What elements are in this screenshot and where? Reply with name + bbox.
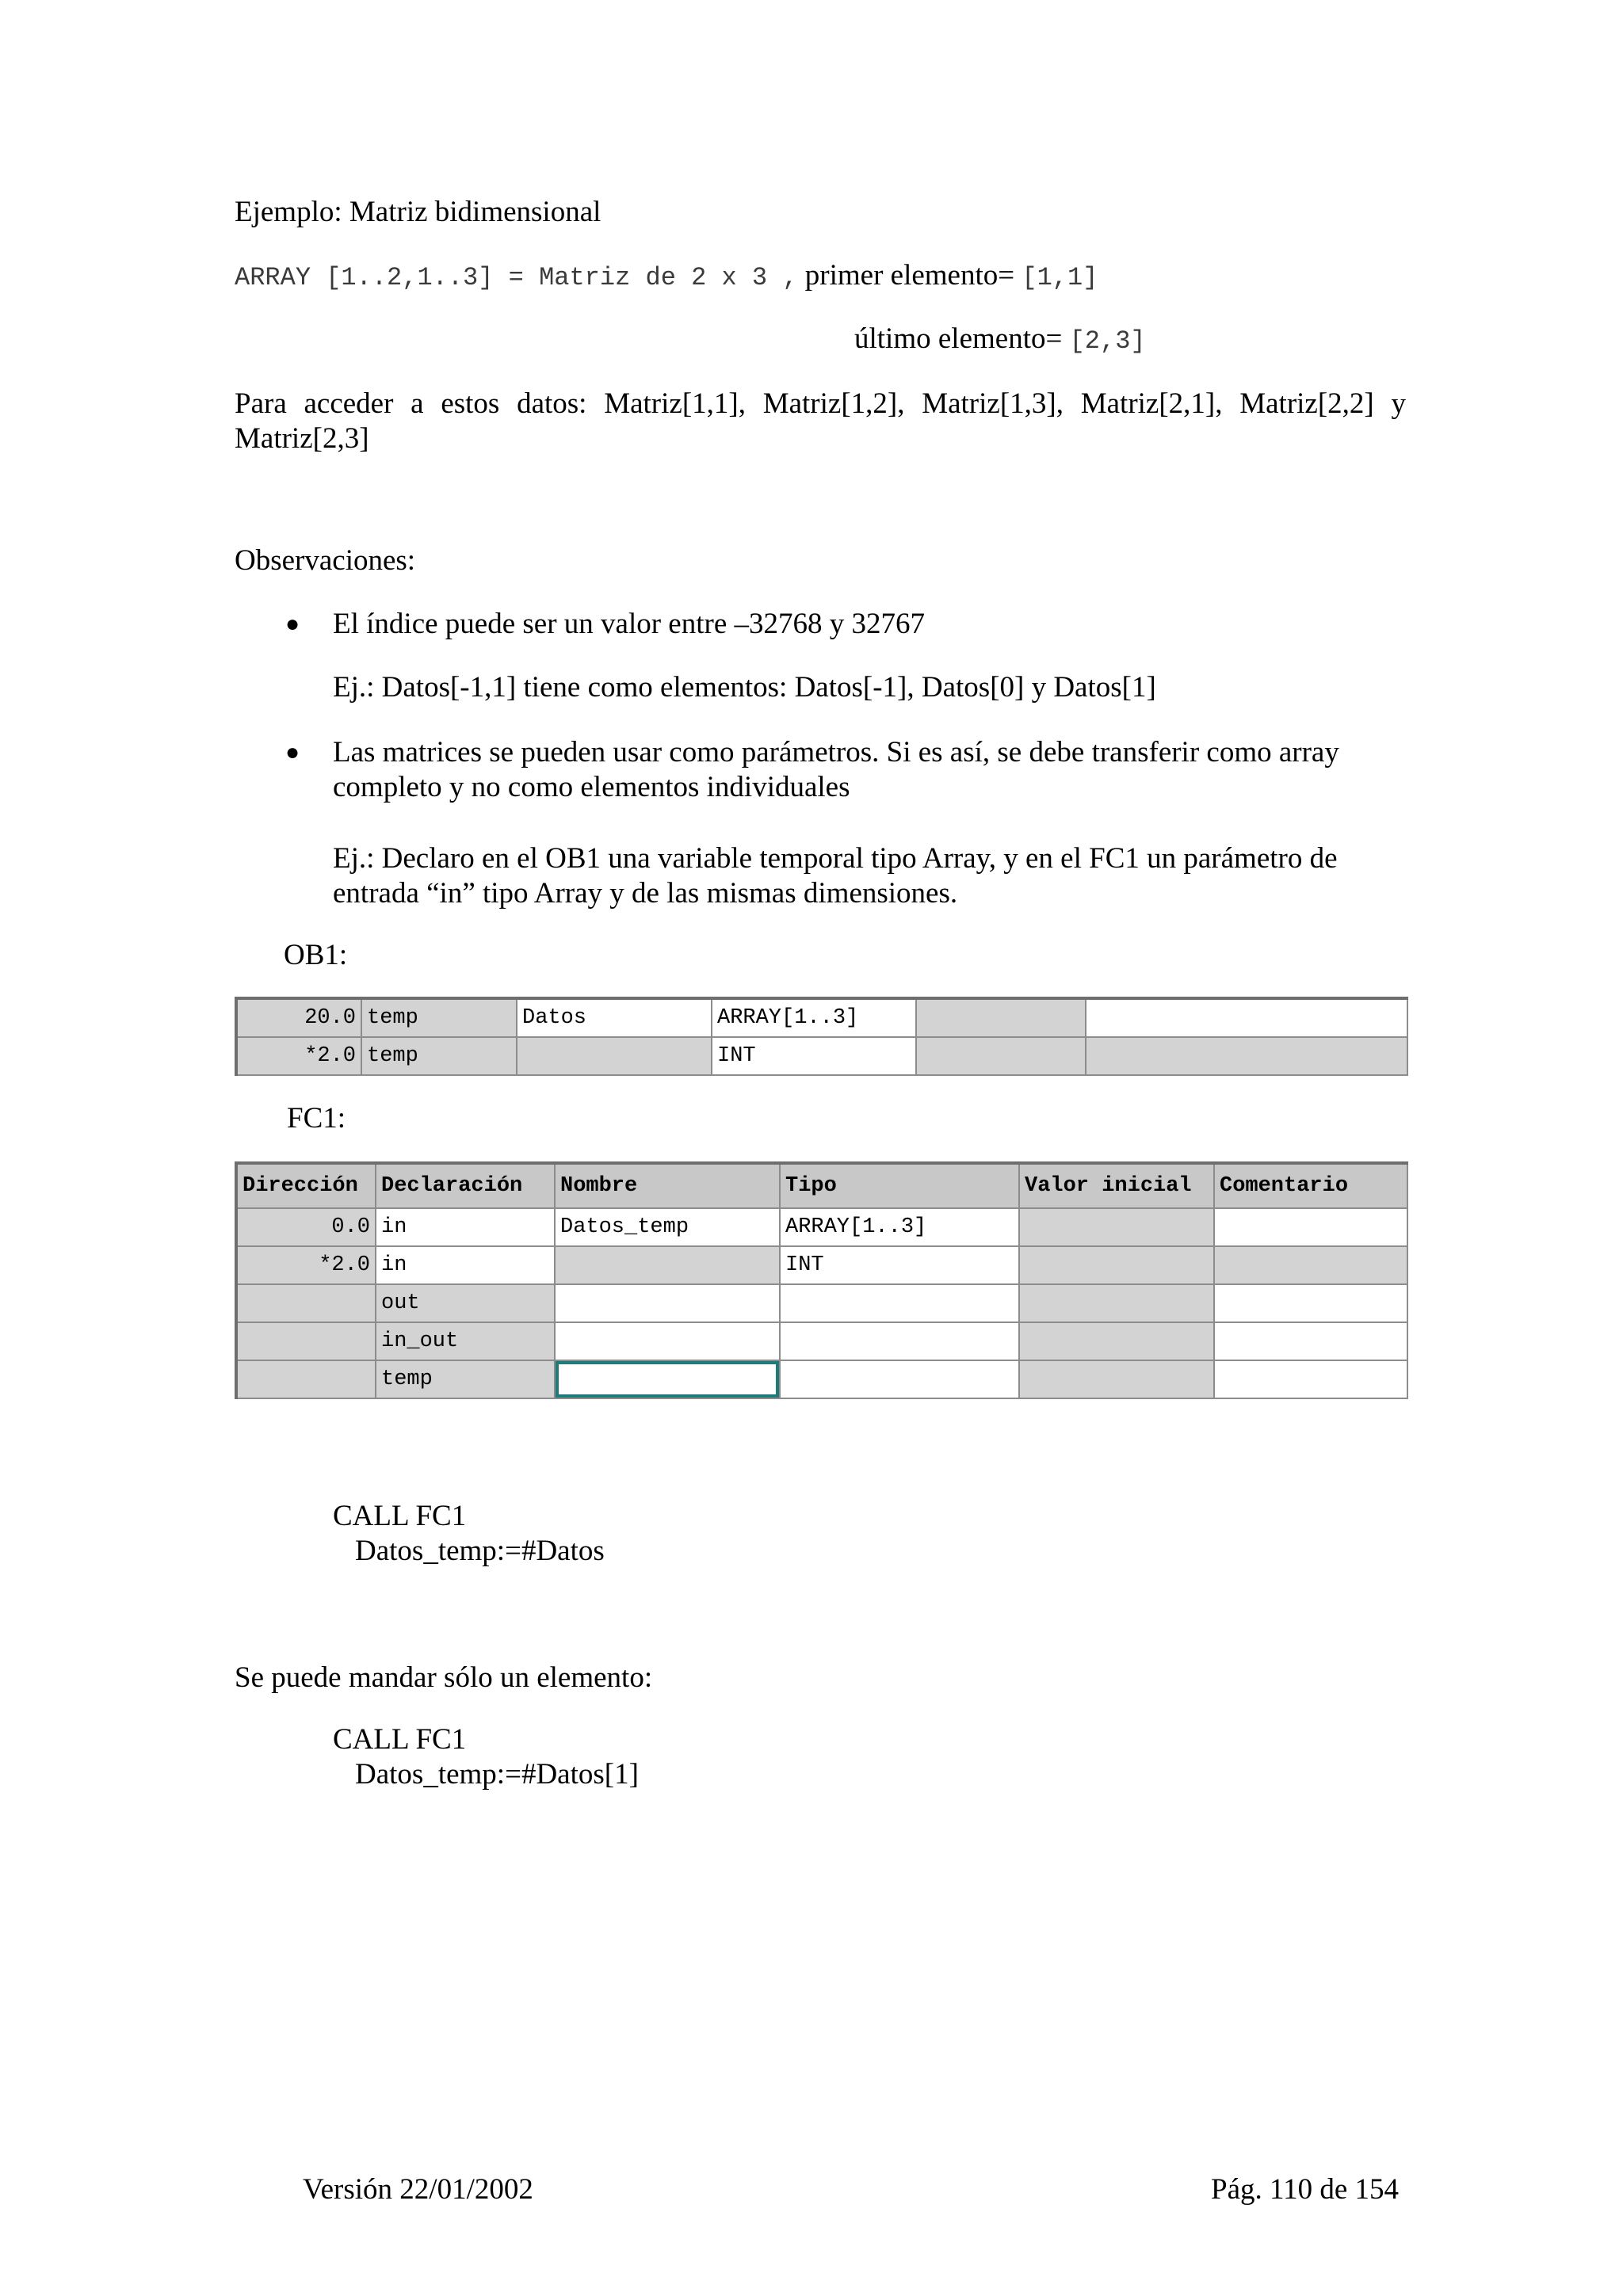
- address-cell[interactable]: *2.0: [236, 1246, 376, 1284]
- call2-line-2: Datos_temp:=#Datos[1]: [355, 1758, 639, 1791]
- access-paragraph: Para acceder a estos datos: Matriz[1,1], Matriz[1,2], Matriz[1,3], Matriz[2,1], Matriz[2,2] y Matriz[2,3]: [235, 387, 1406, 455]
- address-cell[interactable]: [236, 1360, 376, 1398]
- comment-cell[interactable]: [1214, 1360, 1407, 1398]
- declaration-cell[interactable]: in: [376, 1208, 555, 1246]
- first-element-value: [1,1]: [1022, 263, 1098, 292]
- header-valor-inicial[interactable]: Valor inicial: [1019, 1163, 1214, 1208]
- header-tipo[interactable]: Tipo: [780, 1163, 1019, 1208]
- address-cell[interactable]: [236, 1284, 376, 1322]
- table-row: [236, 1246, 1407, 1284]
- initial-value-cell[interactable]: [1019, 1246, 1214, 1284]
- initial-value-cell[interactable]: [1019, 1360, 1214, 1398]
- header-comentario[interactable]: Comentario: [1214, 1163, 1407, 1208]
- name-cell[interactable]: Datos_temp: [555, 1208, 780, 1246]
- name-cell-selected[interactable]: [555, 1360, 780, 1398]
- name-cell[interactable]: [555, 1284, 780, 1322]
- address-cell[interactable]: 20.0: [236, 998, 361, 1037]
- initial-value-cell[interactable]: [1019, 1208, 1214, 1246]
- ob1-label: OB1:: [284, 939, 348, 971]
- single-element-text: Se puede mandar sólo un elemento:: [235, 1661, 653, 1694]
- bullet-2-line-2: completo y no como elementos individuales: [333, 771, 850, 803]
- declaration-cell[interactable]: temp: [376, 1360, 555, 1398]
- call2-line-1: CALL FC1: [333, 1723, 467, 1756]
- type-cell[interactable]: ARRAY[1..3]: [780, 1208, 1019, 1246]
- example-heading: Ejemplo: Matriz bidimensional: [235, 196, 601, 228]
- table-row: [236, 1360, 1407, 1398]
- header-direccion[interactable]: Dirección: [236, 1163, 376, 1208]
- bullet-marker-2: ●: [285, 739, 300, 765]
- comment-cell[interactable]: [1214, 1246, 1407, 1284]
- array-line: [235, 258, 1098, 296]
- initial-value-cell[interactable]: [1019, 1284, 1214, 1322]
- table-row: [236, 1322, 1407, 1360]
- ob1-declaration-table: [235, 997, 1408, 1076]
- last-element-value: [2,3]: [1069, 326, 1146, 356]
- header-declaracion[interactable]: Declaración: [376, 1163, 555, 1208]
- comment-cell[interactable]: [1214, 1208, 1407, 1246]
- last-element-label: último elemento=: [854, 322, 1063, 355]
- bullet-marker-1: ●: [285, 611, 300, 637]
- bullet-2-line-1: Las matrices se pueden usar como parámetros. Si es así, se debe transferir como array: [333, 736, 1339, 769]
- type-cell[interactable]: INT: [712, 1037, 916, 1075]
- footer-page-number: Pág. 110 de 154: [1211, 2173, 1400, 2206]
- bullet-1-text: El índice puede ser un valor entre –32768 y 32767: [333, 608, 925, 640]
- table-row: [236, 1208, 1407, 1246]
- footer-version: Versión 22/01/2002: [303, 2173, 533, 2206]
- table-row: [236, 1037, 1407, 1075]
- table-header-row: [236, 1163, 1407, 1208]
- type-cell[interactable]: [780, 1322, 1019, 1360]
- bullet-2-example-line-2: entrada “in” tipo Array y de las mismas dimensiones.: [333, 877, 958, 910]
- comment-cell[interactable]: [1086, 998, 1407, 1037]
- comment-cell[interactable]: [1214, 1322, 1407, 1360]
- name-cell[interactable]: [517, 1037, 712, 1075]
- type-cell[interactable]: [780, 1360, 1019, 1398]
- declaration-cell[interactable]: out: [376, 1284, 555, 1322]
- initial-value-cell[interactable]: [1019, 1322, 1214, 1360]
- table-row: [236, 998, 1407, 1037]
- initial-value-cell[interactable]: [916, 998, 1086, 1037]
- declaration-cell[interactable]: temp: [361, 998, 517, 1037]
- fc1-declaration-table: [235, 1161, 1408, 1399]
- header-nombre[interactable]: Nombre: [555, 1163, 780, 1208]
- array-code: ARRAY [1..2,1..3] = Matriz de 2 x 3 ,: [235, 263, 798, 292]
- declaration-cell[interactable]: in: [376, 1246, 555, 1284]
- last-element-line: [854, 322, 1146, 359]
- call1-line-1: CALL FC1: [333, 1500, 467, 1532]
- name-cell[interactable]: [555, 1246, 780, 1284]
- table-row: [236, 1284, 1407, 1322]
- address-cell[interactable]: *2.0: [236, 1037, 361, 1075]
- type-cell[interactable]: INT: [780, 1246, 1019, 1284]
- call1-line-2: Datos_temp:=#Datos: [355, 1535, 605, 1567]
- observaciones-heading: Observaciones:: [235, 544, 416, 577]
- address-cell[interactable]: [236, 1322, 376, 1360]
- fc1-label: FC1:: [287, 1102, 346, 1135]
- first-element-label: primer elemento=: [804, 259, 1015, 292]
- address-cell[interactable]: 0.0: [236, 1208, 376, 1246]
- name-cell[interactable]: [555, 1322, 780, 1360]
- declaration-cell[interactable]: in_out: [376, 1322, 555, 1360]
- name-cell[interactable]: Datos: [517, 998, 712, 1037]
- bullet-1-example: Ej.: Datos[-1,1] tiene como elementos: Datos[-1], Datos[0] y Datos[1]: [333, 671, 1156, 704]
- comment-cell[interactable]: [1086, 1037, 1407, 1075]
- bullet-2-example-line-1: Ej.: Declaro en el OB1 una variable temporal tipo Array, y en el FC1 un parámetro de: [333, 842, 1338, 875]
- initial-value-cell[interactable]: [916, 1037, 1086, 1075]
- comment-cell[interactable]: [1214, 1284, 1407, 1322]
- type-cell[interactable]: ARRAY[1..3]: [712, 998, 916, 1037]
- type-cell[interactable]: [780, 1284, 1019, 1322]
- declaration-cell[interactable]: temp: [361, 1037, 517, 1075]
